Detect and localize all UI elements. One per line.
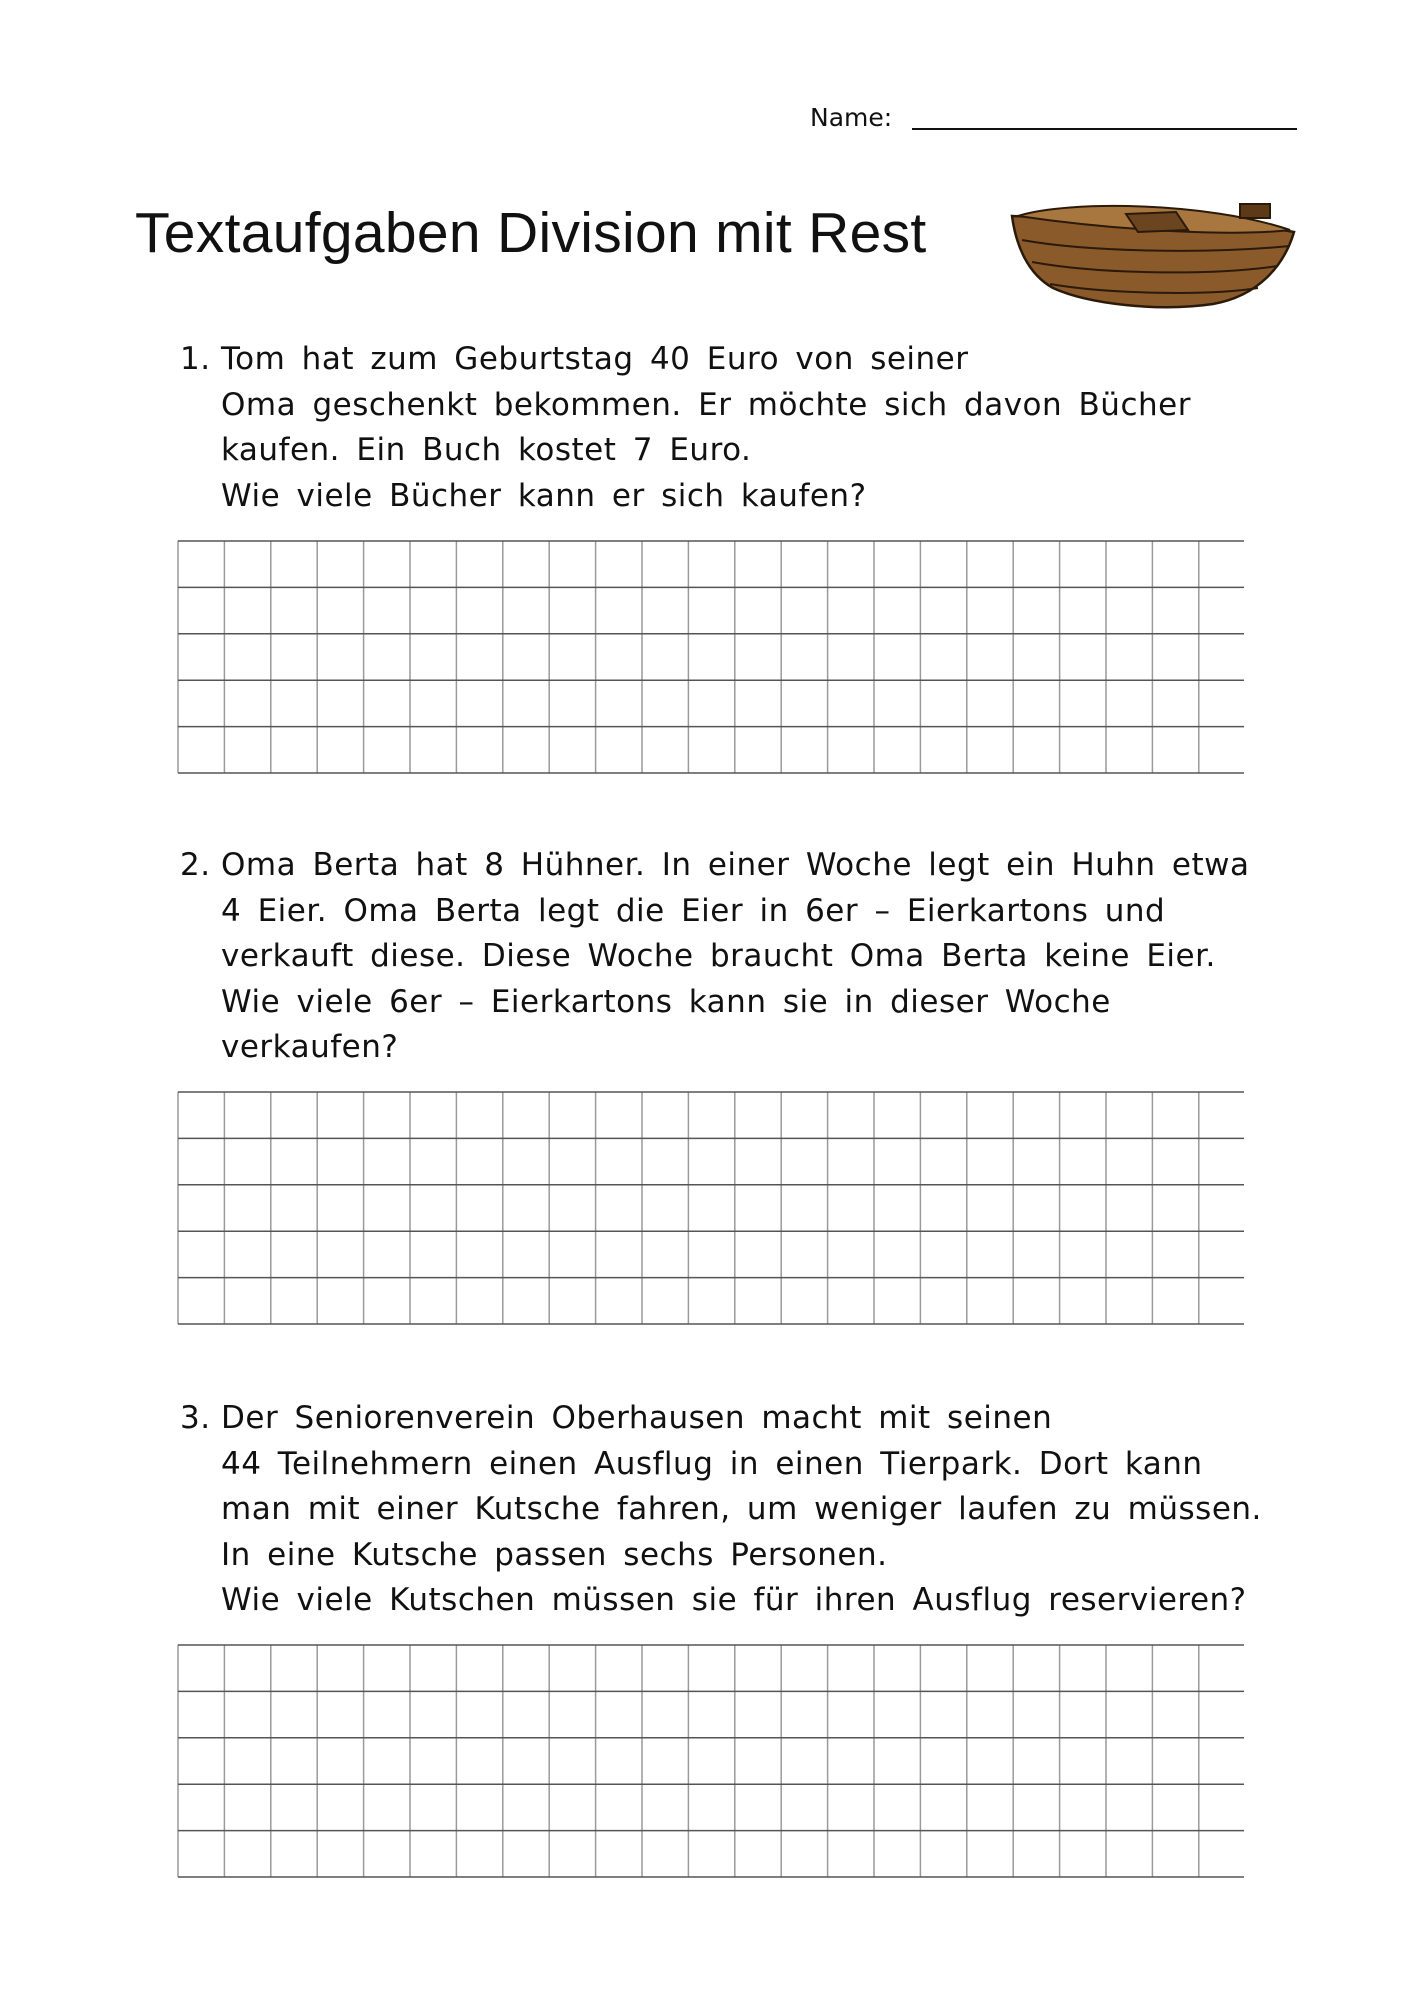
task-line: Wie viele Bücher kann er sich kaufen? xyxy=(221,477,867,514)
task-line: Oma Berta hat 8 Hühner. In einer Woche legt ein Huhn etwa xyxy=(221,847,1250,883)
task-2 xyxy=(180,843,1290,1071)
task-line: Oma geschenkt bekommen. Er möchte sich davon Bücher xyxy=(221,386,1191,423)
boat-illustration xyxy=(1008,196,1298,310)
task-line: 44 Teilnehmern einen Ausflug in einen Tierpark. Dort kann xyxy=(221,1445,1203,1482)
name-label: Name: xyxy=(810,103,893,132)
task-line: man mit einer Kutsche fahren, um weniger laufen zu müssen. xyxy=(221,1491,1262,1527)
answer-grid-1[interactable] xyxy=(176,539,1244,777)
task-1 xyxy=(180,337,1290,519)
task-line: In eine Kutsche passen sechs Personen. xyxy=(221,1536,888,1573)
answer-grid-2[interactable] xyxy=(176,1090,1244,1328)
task-number: 3. xyxy=(180,1400,211,1436)
task-line: Wie viele 6er – Eierkartons kann sie in dieser Woche xyxy=(221,983,1111,1020)
task-number: 2. xyxy=(180,847,211,883)
task-1-text xyxy=(180,337,1290,519)
task-number: 1. xyxy=(180,341,211,377)
answer-grid-3[interactable] xyxy=(176,1643,1244,1881)
task-line: Tom hat zum Geburtstag 40 Euro von seiner xyxy=(221,341,969,377)
task-2-text xyxy=(180,843,1290,1071)
name-field[interactable] xyxy=(912,100,1297,130)
boat-seat xyxy=(1126,212,1188,232)
name-line xyxy=(810,100,1297,130)
boat-stern xyxy=(1240,204,1270,218)
task-3 xyxy=(180,1396,1290,1624)
task-line: kaufen. Ein Buch kostet 7 Euro. xyxy=(221,432,752,468)
task-line: 4 Eier. Oma Berta legt die Eier in 6er – Eierkartons und xyxy=(221,892,1166,929)
task-line: verkauft diese. Diese Woche braucht Oma Berta keine Eier. xyxy=(221,938,1216,974)
task-line: Der Seniorenverein Oberhausen macht mit seinen xyxy=(221,1400,1053,1436)
task-line: verkaufen? xyxy=(221,1029,399,1065)
page-title: Textaufgaben Division mit Rest xyxy=(135,201,927,265)
task-line: Wie viele Kutschen müssen sie für ihren Ausflug reservieren? xyxy=(221,1582,1247,1618)
task-3-text xyxy=(180,1396,1290,1624)
